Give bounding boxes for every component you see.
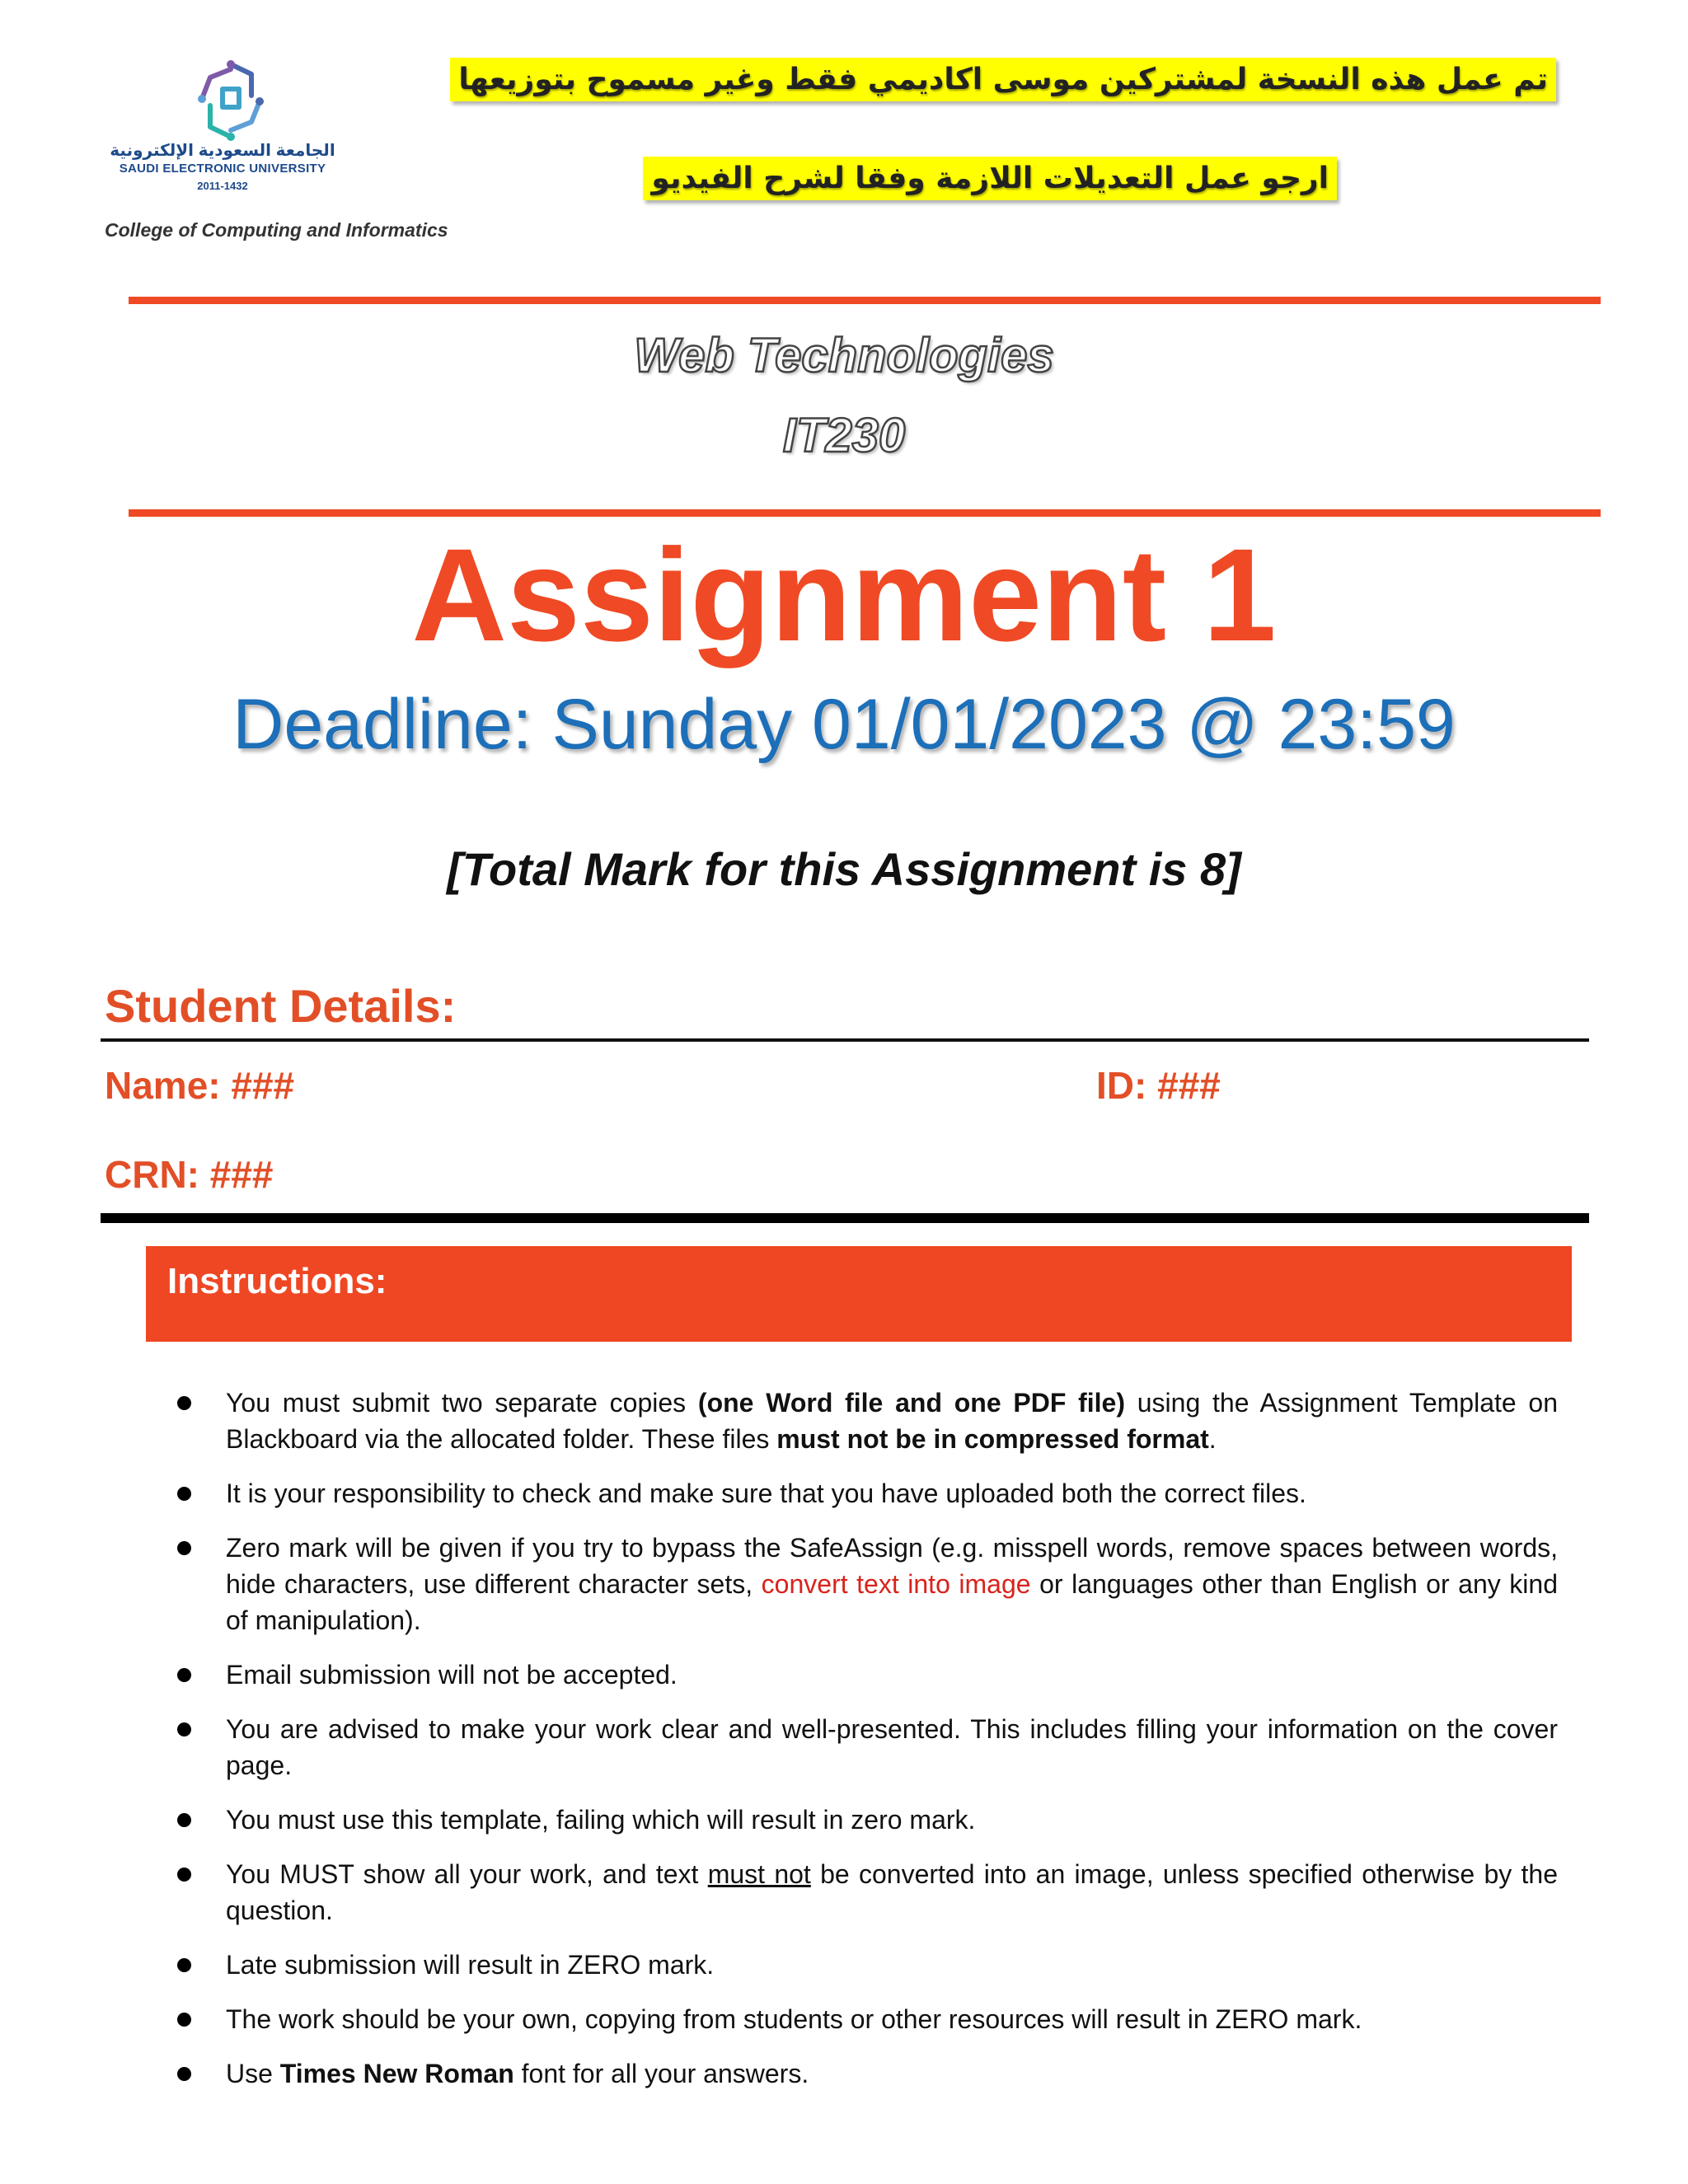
list-item: Use Times New Roman font for all your answers. xyxy=(165,2055,1558,2092)
bullet-icon xyxy=(177,1813,191,1827)
details-bottom-divider xyxy=(101,1213,1589,1223)
assignment-title: Assignment 1 xyxy=(411,521,1277,668)
bullet-icon xyxy=(177,1958,191,1972)
college-name: College of Computing and Informatics xyxy=(105,219,448,241)
bullet-icon xyxy=(177,2013,191,2027)
distribution-notice: تم عمل هذه النسخة لمشتركين موسى اكاديمي فقط وغير مسموح بتوزيعها xyxy=(450,58,1556,101)
deadline: Deadline: Sunday 01/01/2023 @ 23:59 xyxy=(232,685,1456,764)
id-value[interactable]: ### xyxy=(1157,1064,1221,1107)
course-code: IT230 xyxy=(782,409,906,462)
list-item: Email submission will not be accepted. xyxy=(165,1657,1558,1693)
university-logo xyxy=(99,56,346,200)
list-item: You MUST show all your work, and text must not be converted into an image, unless specified otherwise by the question. xyxy=(165,1856,1558,1929)
id-field[interactable] xyxy=(1096,1063,1221,1108)
crn-label: CRN: xyxy=(105,1153,199,1196)
name-label: Name: xyxy=(105,1064,221,1107)
student-details-heading: Student Details: xyxy=(105,980,457,1032)
list-item: It is your responsibility to check and make sure that you have uploaded both the correct files. xyxy=(165,1475,1558,1511)
bullet-icon xyxy=(177,1541,191,1555)
bottom-divider xyxy=(129,509,1601,517)
logo-english-name: SAUDI ELECTRONIC UNIVERSITY xyxy=(119,162,326,176)
instructions-banner xyxy=(146,1246,1572,1342)
bullet-icon xyxy=(177,1396,191,1410)
logo-arabic-name: الجامعة السعودية الإلكترونية xyxy=(110,142,335,160)
name-value[interactable]: ### xyxy=(231,1064,295,1107)
bullet-icon xyxy=(177,1868,191,1882)
crn-field[interactable] xyxy=(105,1152,274,1197)
logo-years: 2011-1432 xyxy=(197,180,248,192)
top-divider xyxy=(129,297,1601,304)
edit-notice: ارجو عمل التعديلات اللازمة وفقا لشرح الفيديو xyxy=(643,157,1337,200)
list-item: You are advised to make your work clear and well-presented. This includes filling your information on the cover page. xyxy=(165,1711,1558,1783)
id-label: ID: xyxy=(1096,1064,1147,1107)
university-logo-icon xyxy=(181,56,280,143)
list-item: The work should be your own, copying from students or other resources will result in ZERO mark. xyxy=(165,2001,1558,2037)
instructions-heading: Instructions: xyxy=(167,1261,387,1301)
list-item: You must submit two separate copies (one Word file and one PDF file) using the Assignment Template on Blackboard via the allocated folder. These files must not be in compressed format. xyxy=(165,1385,1558,1457)
list-item: Late submission will result in ZERO mark. xyxy=(165,1947,1558,1983)
bullet-icon xyxy=(177,1722,191,1736)
bullet-icon xyxy=(177,1668,191,1682)
instructions-list xyxy=(165,1385,1558,2110)
list-item: You must use this template, failing which will result in zero mark. xyxy=(165,1802,1558,1838)
crn-value[interactable]: ### xyxy=(209,1153,274,1196)
course-title: Web Technologies xyxy=(634,329,1054,382)
bullet-icon xyxy=(177,1487,191,1501)
student-details-divider xyxy=(101,1038,1589,1042)
list-item: Zero mark will be given if you try to bypass the SafeAssign (e.g. misspell words, remove spaces between words, hide characters, use different character sets, convert text into image or languages other than English or any kind of manipulation). xyxy=(165,1530,1558,1638)
bullet-icon xyxy=(177,2067,191,2081)
total-mark: [Total Mark for this Assignment is 8] xyxy=(447,843,1241,895)
name-field[interactable] xyxy=(105,1063,294,1108)
